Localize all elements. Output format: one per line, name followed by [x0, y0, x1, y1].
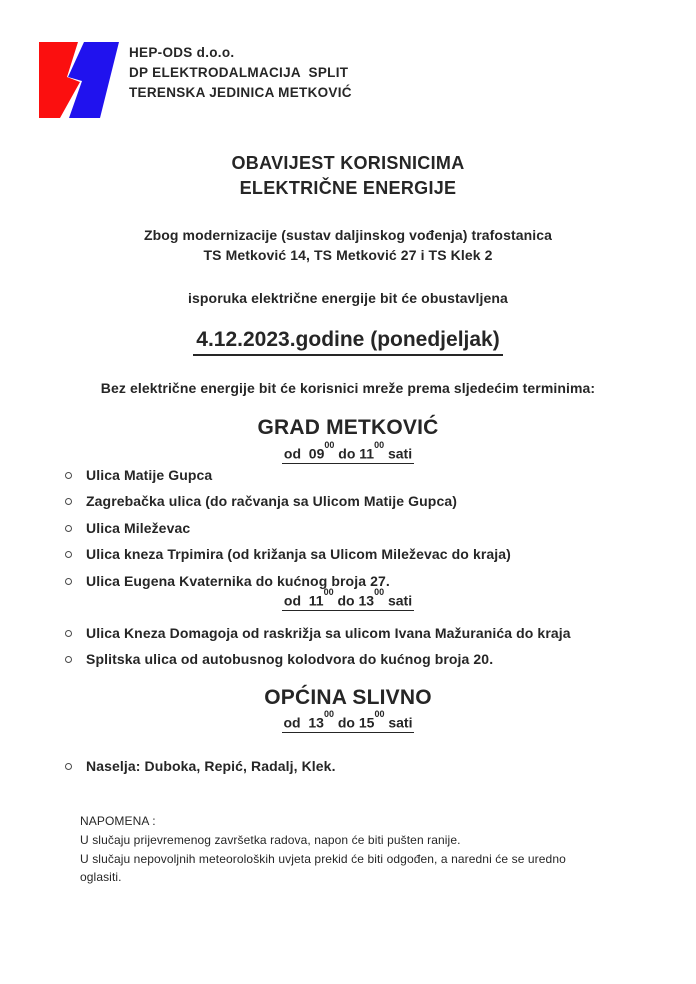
company-name: HEP-ODS d.o.o. [129, 45, 235, 60]
notice-title-line1: OBAVIJEST KORISNICIMA [231, 153, 465, 173]
note-line: oglasiti. [80, 870, 122, 885]
superscript-minutes: 00 [323, 587, 334, 597]
bullet-circle-icon [65, 551, 72, 558]
terms-line: Bez električne energije bit će korisnici mreže prema sljedećim terminima: [100, 380, 596, 396]
reason-paragraph [0, 225, 696, 265]
street-item-label: Ulica kneza Trpimira (od križanja sa Ulicom Mileževac do kraja) [86, 546, 511, 563]
street-item [0, 462, 696, 488]
reason-line2: TS Metković 14, TS Metković 27 i TS Klek 2 [203, 247, 493, 263]
time-range-09-11 [0, 440, 696, 464]
street-item [0, 515, 696, 541]
bullet-circle-icon [65, 578, 72, 585]
settlement-item-label: Naselja: Duboka, Repić, Radalj, Klek. [86, 758, 336, 774]
street-item-label: Ulica Mileževac [86, 519, 191, 536]
outage-date-text: 4.12.2023.godine (ponedjeljak) [193, 328, 502, 356]
superscript-minutes: 00 [374, 587, 385, 597]
superscript-minutes: 00 [324, 440, 335, 450]
bullet-circle-icon [65, 763, 72, 770]
company-block [129, 42, 352, 103]
street-item-label: Ulica Kneza Domagoja od raskrižja sa ulicom Ivana Mažuranića do kraja [86, 625, 571, 641]
street-item-label: Zagrebačka ulica (do račvanja sa Ulicom Matije Gupca) [86, 493, 457, 510]
time-range-text: od $09^{00}$ do $11^{00}$ sati [283, 440, 413, 462]
company-field-unit: TERENSKA JEDINICA METKOVIĆ [129, 85, 352, 100]
notice-title-line2: ELEKTRIČNE ENERGIJE [239, 178, 457, 198]
street-item [0, 620, 696, 646]
logo-blue-shape [68, 42, 119, 118]
note-line: U slučaju nepovoljnih meteoroloških uvjeta prekid će biti odgođen, a naredni će se uredno [80, 851, 566, 866]
superscript-minutes: 00 [374, 440, 385, 450]
bullet-circle-icon [65, 498, 72, 505]
street-item-label: Splitska ulica od autobusnog kolodvora do kućnog broja 20. [86, 651, 494, 668]
hep-lightning-logo-icon [38, 42, 120, 118]
street-item [0, 541, 696, 567]
settlement-list [0, 753, 696, 779]
time-range-11-13 [0, 587, 696, 611]
street-item-label: Ulica Eugena Kvaternika do kućnog broja 27. [86, 572, 390, 589]
superscript-minutes: 00 [374, 709, 385, 719]
superscript-minutes: 00 [323, 709, 334, 719]
street-list-1 [0, 462, 696, 594]
street-item [0, 568, 696, 594]
time-range-13-15 [0, 709, 696, 733]
outage-date [0, 328, 696, 356]
section-title-grad-metkovic: GRAD METKOVIĆ [257, 416, 439, 439]
note-block [80, 812, 625, 887]
company-division: DP ELEKTRODALMACIJA SPLIT [129, 65, 349, 80]
bullet-circle-icon [65, 472, 72, 479]
section-title-opcina-slivno: OPĆINA SLIVNO [264, 686, 432, 709]
supply-line: isporuka električne energije bit će obustavljena [188, 290, 508, 306]
bullet-circle-icon [65, 630, 72, 637]
street-item-label: Ulica Matije Gupca [86, 467, 213, 483]
street-item [0, 488, 696, 514]
time-range-text: od $13^{00}$ do $15^{00}$ sati [283, 709, 413, 731]
time-range-text: od $11^{00}$ do $13^{00}$ sati [283, 587, 413, 609]
note-line: U slučaju prijevremenog završetka radova, napon će biti pušten ranije. [80, 832, 461, 847]
street-list-2 [0, 620, 696, 673]
bullet-circle-icon [65, 656, 72, 663]
settlement-item [0, 753, 696, 779]
note-heading: NAPOMENA : [80, 814, 156, 828]
reason-line1: Zbog modernizacije (sustav daljinskog vođenja) trafostanica [143, 227, 553, 243]
header [38, 42, 352, 118]
bullet-circle-icon [65, 525, 72, 532]
street-item [0, 646, 696, 672]
notice-title [0, 151, 696, 201]
